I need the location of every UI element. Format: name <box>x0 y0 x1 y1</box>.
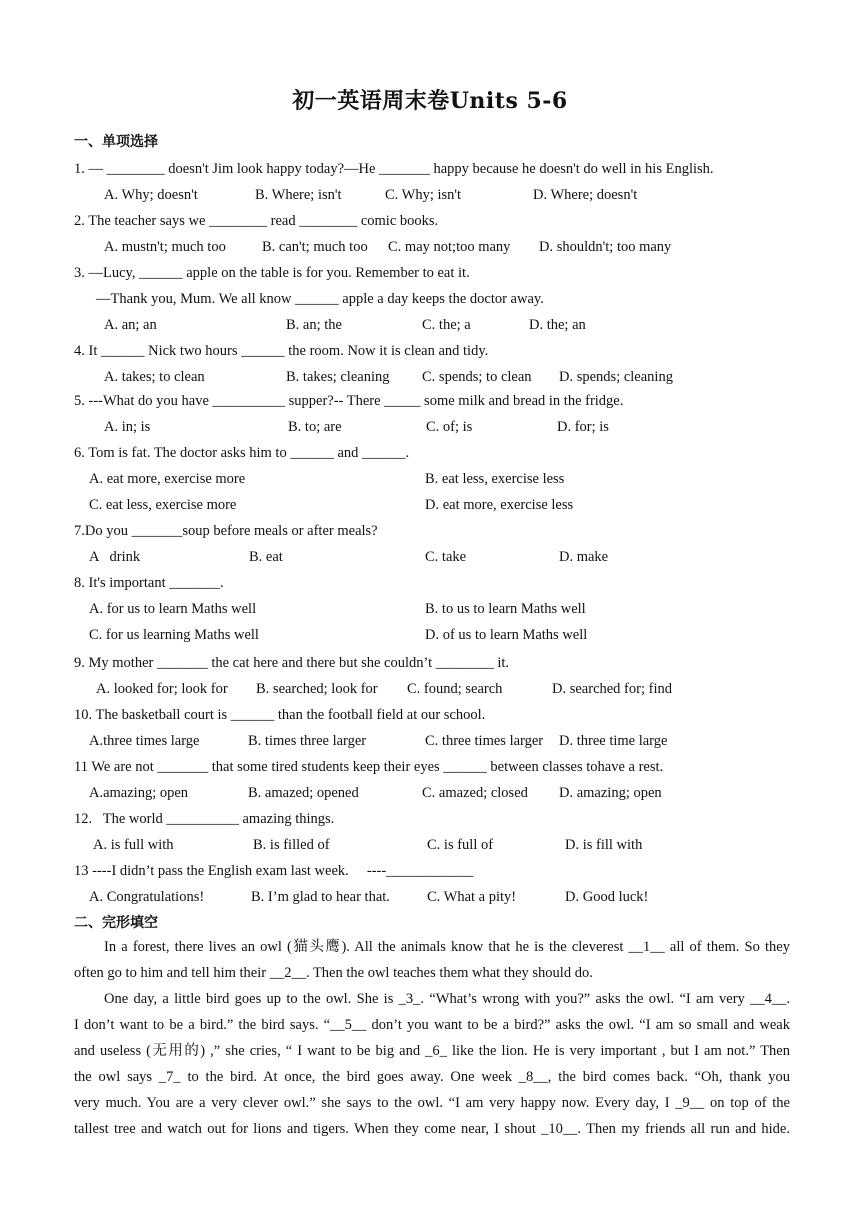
passage-line: and useless (无用的) ,” she cries, “ I want to be big and _6_ like the lion. He is very important , but I am not.” Then <box>74 1043 790 1059</box>
option-b: B. eat <box>249 549 283 565</box>
option-c: C. found; search <box>407 681 503 697</box>
option-c: C. take <box>425 549 467 565</box>
option-c: C. Why; isn't <box>385 187 462 203</box>
option-d: D. three time large <box>559 733 668 749</box>
option-a: A. mustn't; much too <box>104 239 226 255</box>
option-c: C. for us learning Maths well <box>89 627 259 643</box>
option-d: D. the; an <box>529 317 586 333</box>
question-stem: 6. Tom is fat. The doctor asks him to ______ and ______. <box>74 445 410 461</box>
option-d: D. Where; doesn't <box>533 187 638 203</box>
passage-line: very much. You are a very clever owl.” she says to the owl. “I am very happy now. Every day, I _9__ on top of the <box>74 1095 790 1111</box>
option-a: A. looked for; look for <box>96 681 228 697</box>
question-stem: 10. The basketball court is ______ than the football field at our school. <box>74 707 486 723</box>
option-c: C. What a pity! <box>427 889 517 905</box>
option-b: B. I’m glad to hear that. <box>251 889 390 905</box>
option-b: B. is filled of <box>253 837 330 853</box>
option-d: D. Good luck! <box>565 889 649 905</box>
option-d: D. spends; cleaning <box>559 369 673 385</box>
question-stem: 11 We are not _______ that some tired students keep their eyes ______ between classes tohave a rest. <box>74 759 664 775</box>
option-a: A. for us to learn Maths well <box>89 601 257 617</box>
option-c: C. spends; to clean <box>422 369 532 385</box>
option-b: B. takes; cleaning <box>286 369 390 385</box>
question-stem: 3. —Lucy, ______ apple on the table is for you. Remember to eat it. <box>74 265 470 281</box>
passage-line: One day, a little bird goes up to the owl. She is _3_. “What’s wrong with you?” asks the owl. “I am very __4__. <box>104 991 790 1007</box>
question-stem: 12. The world __________ amazing things. <box>74 811 335 827</box>
option-b: B. to us to learn Maths well <box>425 601 586 617</box>
passage-line: often go to him and tell him their __2__. Then the owl teaches them what they should do. <box>74 965 593 981</box>
option-d: D. shouldn't; too many <box>539 239 672 255</box>
option-c: C. the; a <box>422 317 471 333</box>
option-a: A. takes; to clean <box>104 369 205 385</box>
question-stem: 2. The teacher says we ________ read ________ comic books. <box>74 213 439 229</box>
passage-line: the owl says _7_ to the bird. At once, the bird goes away. One week _8__, the bird comes back. “Oh, thank you <box>74 1069 790 1085</box>
question-stem-continued: —Thank you, Mum. We all know ______ apple a day keeps the doctor away. <box>96 291 544 307</box>
question-stem: 8. It's important _______. <box>74 575 224 591</box>
option-b: B. Where; isn't <box>255 187 342 203</box>
option-a: A.three times large <box>89 733 200 749</box>
option-b: B. an; the <box>286 317 342 333</box>
option-a: A. an; an <box>104 317 157 333</box>
section-heading-multiple-choice: 一、单项选择 <box>74 134 158 150</box>
option-c: C. three times larger <box>425 733 544 749</box>
option-d: D. eat more, exercise less <box>425 497 574 513</box>
option-a: A. eat more, exercise more <box>89 471 246 487</box>
option-a: A. in; is <box>104 419 151 435</box>
option-a: A.amazing; open <box>89 785 189 801</box>
passage-line: tallest tree and watch out for lions and tigers. When they come near, I shout _10__. Then my friends all run and hide. <box>74 1121 790 1137</box>
question-stem: 7.Do you _______soup before meals or after meals? <box>74 523 378 539</box>
option-b: B. times three larger <box>248 733 367 749</box>
question-stem: 9. My mother _______ the cat here and there but she couldn’t ________ it. <box>74 655 510 671</box>
option-d: D. of us to learn Maths well <box>425 627 588 643</box>
option-c: C. eat less, exercise more <box>89 497 237 513</box>
option-b: B. searched; look for <box>256 681 378 697</box>
option-d: D. make <box>559 549 609 565</box>
passage-line: I don’t want to be a bird.” the bird says. “__5__ don’t you want to be a bird?” asks the owl. “I am so small and weak <box>74 1017 790 1033</box>
cloze-passage <box>74 934 790 1142</box>
option-c: C. of; is <box>426 419 473 435</box>
option-d: D. for; is <box>557 419 609 435</box>
option-b: B. amazed; opened <box>248 785 359 801</box>
option-d: D. is fill with <box>565 837 643 853</box>
option-b: B. to; are <box>288 419 342 435</box>
option-b: B. eat less, exercise less <box>425 471 565 487</box>
option-c: C. amazed; closed <box>422 785 528 801</box>
question-stem: 1. — ________ doesn't Jim look happy today?—He _______ happy because he doesn't do well in his English. <box>74 161 714 177</box>
question-stem: 5. ---What do you have __________ supper?-- There _____ some milk and bread in the fridge. <box>74 393 624 409</box>
option-a: A. Congratulations! <box>89 889 205 905</box>
question-stem: 13 ----I didn’t pass the English exam last week. ----____________ <box>74 863 474 879</box>
option-d: D. amazing; open <box>559 785 662 801</box>
passage-line: In a forest, there lives an owl (猫头鹰). All the animals know that he is the cleverest __1__ all of them. So they <box>104 939 790 955</box>
option-b: B. can't; much too <box>262 239 368 255</box>
option-d: D. searched for; find <box>552 681 672 697</box>
section-heading-cloze: 二、完形填空 <box>74 915 158 931</box>
page-title: 初一英语周末卷Units 5-6 <box>292 88 568 114</box>
option-a: A. Why; doesn't <box>104 187 198 203</box>
option-a: A drink <box>89 549 141 565</box>
option-a: A. is full with <box>93 837 174 853</box>
question-stem: 4. It ______ Nick two hours ______ the room. Now it is clean and tidy. <box>74 343 489 359</box>
option-c: C. may not;too many <box>388 239 511 255</box>
option-c: C. is full of <box>427 837 494 853</box>
